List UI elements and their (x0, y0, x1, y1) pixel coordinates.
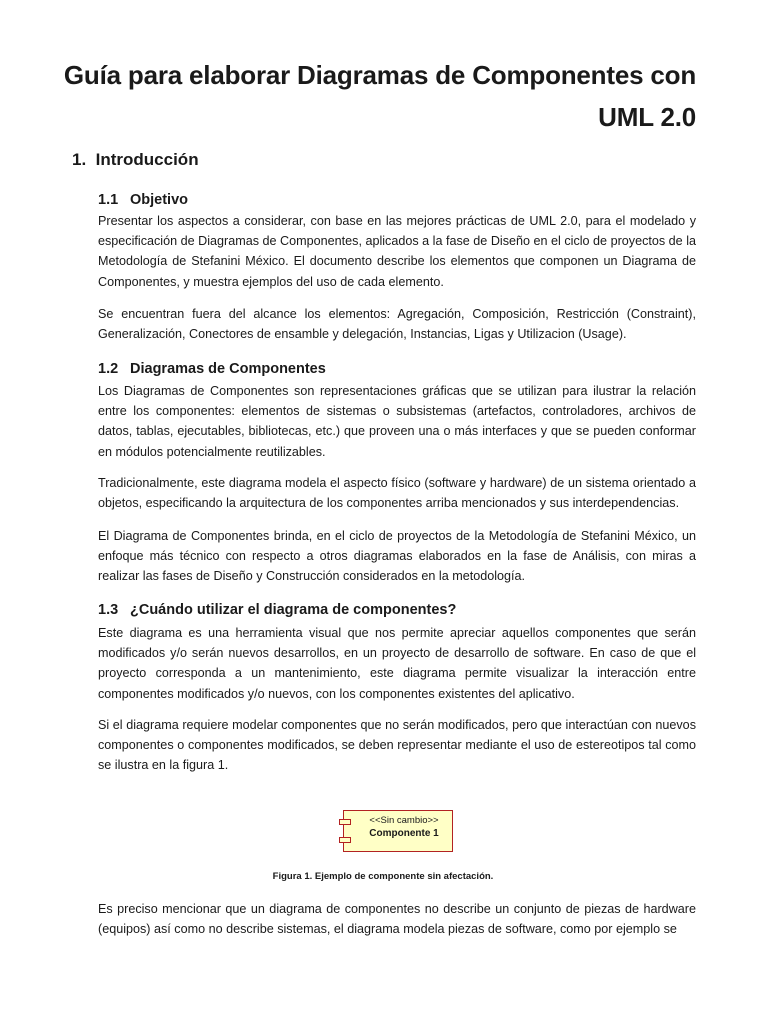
paragraph-objetivo-1: Presentar los aspectos a considerar, con base en las mejores prácticas de UML 2.0, para el modelado y especificación de Diagramas de Componentes, aplicados a la fase de Diseño en el ciclo de proyectos de la Metodología de Stefanini México. El documento describe los elementos que componen un Diagrama de Componentes, y muestra ejemplos del uso de cada elemento. (98, 214, 696, 289)
component-port-bottom-icon (339, 837, 351, 843)
subsection-number: 1.2 (98, 361, 119, 377)
section-title: Introducción (95, 150, 199, 169)
section-number: 1. (72, 150, 87, 169)
paragraph-diagramas-2: Tradicionalmente, este diagrama modela el aspecto físico (software y hardware) de un sistema orientado a objetos, especificando la arquitectura de los componentes arriba mencionados y sus interdependencias. (98, 476, 696, 511)
uml-component-figure (343, 810, 453, 852)
subsection-title: ¿Cuándo utilizar el diagrama de componentes? (130, 602, 457, 618)
component-port-top-icon (339, 819, 351, 825)
subsection-title: Objetivo (130, 192, 189, 208)
section-heading-introduccion (72, 150, 199, 170)
paragraph-diagramas-1: Los Diagramas de Componentes son representaciones gráficas que se utilizan para ilustrar la relación entre los componentes: elementos de sistemas o subsistemas (artefactos, controladores, archivos de datos, tablas, ejecutables, bibliotecas, etc.) que proveen una o más interfaces y que se pueden conformar en módulos potencialmente reutilizables. (98, 384, 696, 459)
component-stereotype: <<Sin cambio>> (369, 815, 439, 826)
paragraph-diagramas-3: El Diagrama de Componentes brinda, en el ciclo de proyectos de la Metodología de Stefanini México, un enfoque más técnico con respecto a otros diagramas elaborados en la fase de Análisis, con miras a realizar las fases de Diseño y Construcción considerados en la metodología. (98, 529, 696, 584)
paragraph-objetivo-2: Se encuentran fuera del alcance los elementos: Agregación, Composición, Restricción (Constraint), Generalización, Conectores de ensamble y delegación, Instancias, Ligas y Utilizacion (Usage). (98, 307, 696, 342)
document-title: Guía para elaborar Diagramas de Componentes con UML 2.0 (63, 60, 696, 132)
paragraph-cuando-2: Si el diagrama requiere modelar componentes que no serán modificados, pero que interactúan con nuevos componentes o componentes modificados, se deben representar mediante el uso de estereotipos tal como se ilustra en la figura 1. (98, 718, 696, 773)
subsection-title: Diagramas de Componentes (130, 361, 326, 377)
subsection-heading-diagramas (98, 361, 326, 377)
paragraph-cuando-1: Este diagrama es una herramienta visual que nos permite apreciar aquellos componentes que serán modificados y/o serán nuevos desarrollos, en un proyecto de desarrollo de software. En caso de que el proyecto corresponda a un mantenimiento, este diagrama permite visualizar la interacción entre componentes modificados y/o nuevos, con los componentes existentes del aplicativo. (98, 626, 696, 701)
subsection-heading-cuando-utilizar (98, 602, 456, 618)
paragraph-cuando-3: Es preciso mencionar que un diagrama de componentes no describe un conjunto de piezas de hardware (equipos) así como no describe sistemas, el diagrama modela piezas de software, como por ejemplo se (98, 902, 696, 937)
subsection-number: 1.3 (98, 602, 119, 618)
figure-caption: Figura 1. Ejemplo de componente sin afectación. (272, 871, 494, 882)
subsection-number: 1.1 (98, 192, 119, 208)
subsection-heading-objetivo (98, 192, 188, 208)
component-name: Componente 1 (369, 828, 439, 839)
